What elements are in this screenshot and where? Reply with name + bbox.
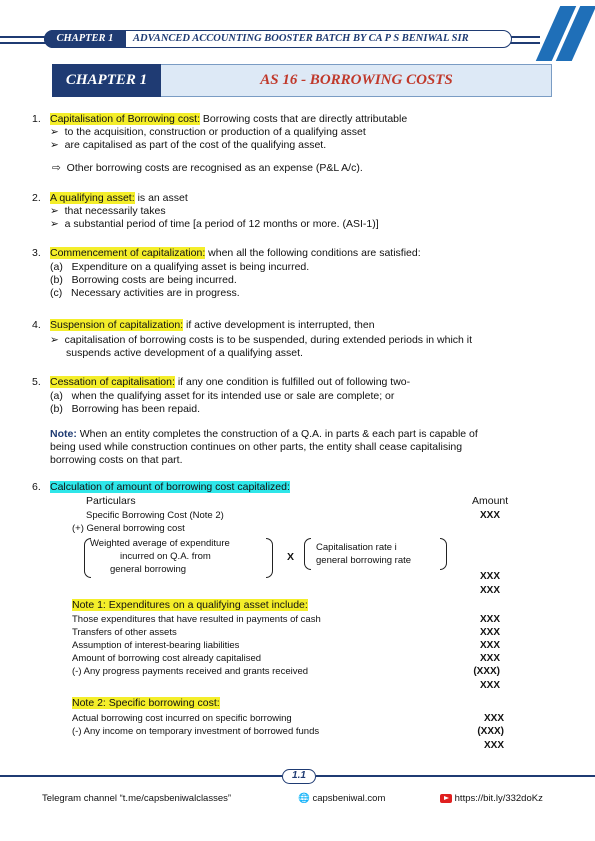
- section-5-note-line-2: being used while construction continues on other parts, the entity shall cease capitalising: [50, 441, 463, 453]
- section-5-note-line-1: Note: When an entity completes the construction of a Q.A. in parts & each part is capable of: [50, 428, 478, 440]
- weighted-line-2: incurred on Q.A. from: [120, 551, 211, 562]
- general-borrowing-row: (+) General borrowing cost: [72, 523, 185, 534]
- section-5-note-label: Note:: [50, 428, 77, 440]
- header-batch-title: ADVANCED ACCOUNTING BOOSTER BATCH BY CA P S BENIWAL SIR: [133, 33, 469, 44]
- note-1-item-5: (-) Any progress payments received and grants received: [72, 666, 309, 677]
- section-1-line: [50, 113, 407, 126]
- section-1-lead: Borrowing costs that are directly attributable: [202, 113, 408, 125]
- note-1-amount-1: XXX: [479, 614, 500, 625]
- section-4-line: [50, 319, 375, 332]
- section-3-lead: when all the following conditions are satisfied:: [208, 247, 421, 259]
- youtube-icon: [440, 794, 452, 803]
- section-5-line: [50, 376, 410, 389]
- section-4-bullet-1-cont: suspends active development of a qualifying asset.: [66, 347, 303, 359]
- section-1-bullet-1: ➢ to the acquisition, construction or production of a qualifying asset: [50, 126, 366, 138]
- section-5-number: 5.: [32, 376, 41, 388]
- section-4-lead: if active development is interrupted, then: [186, 319, 375, 331]
- footer-youtube[interactable]: https://bit.ly/332doKz: [440, 793, 543, 804]
- note-1-item-2: Transfers of other assets: [72, 627, 177, 638]
- chapter-number: CHAPTER 1: [52, 64, 161, 97]
- section-2-bullet-2: ➢ a substantial period of time [a period of 12 months or more. (ASI-1)]: [50, 218, 379, 230]
- section-1-bullet-2: ➢ are capitalised as part of the cost of the qualifying asset.: [50, 139, 327, 151]
- section-6-line: [50, 481, 290, 494]
- section-2-line: [50, 192, 188, 205]
- weighted-line-3: general borrowing: [110, 564, 187, 575]
- section-1-other-costs: ⇨ Other borrowing costs are recognised as an expense (P&L A/c).: [52, 162, 363, 174]
- multiply-sign: X: [287, 551, 295, 563]
- note-2-amount-total: XXX: [483, 740, 504, 751]
- section-5-lead: if any one condition is fulfilled out of following two-: [177, 376, 411, 388]
- weighted-right-brace: [266, 538, 273, 578]
- note-2-title: Note 2: Specific borrowing cost:: [72, 697, 220, 709]
- header-chapter-label: CHAPTER 1: [44, 30, 126, 48]
- section-5-heading: Cessation of capitalisation:: [50, 376, 175, 388]
- section-2-bullet-1: ➢ that necessarily takes: [50, 205, 166, 217]
- col-particulars-header: Particulars: [86, 495, 136, 507]
- section-6-number: 6.: [32, 481, 41, 493]
- rate-left-brace: [304, 538, 311, 570]
- total-borrowing-amount: XXX: [479, 585, 500, 596]
- section-1-heading: Capitalisation of Borrowing cost:: [50, 113, 200, 125]
- note-1-amount-5: (XXX): [473, 666, 500, 677]
- note-2-amount-2: (XXX): [477, 726, 504, 737]
- section-5-item-b: (b) Borrowing has been repaid.: [50, 403, 201, 415]
- rate-right-brace: [440, 538, 447, 570]
- footer-website[interactable]: 🌐 capsbeniwal.com: [298, 793, 386, 804]
- specific-borrowing-row: Specific Borrowing Cost (Note 2): [86, 510, 224, 521]
- chapter-title: AS 16 - BORROWING COSTS: [260, 72, 453, 88]
- footer-rule-right: [316, 775, 595, 777]
- weighted-line-1: Weighted average of expenditure: [90, 538, 230, 549]
- section-6-heading: Calculation of amount of borrowing cost capitalized:: [50, 481, 290, 493]
- note-1-amount-total: XXX: [479, 680, 500, 691]
- arrow-right-icon: ⇨: [52, 162, 61, 174]
- section-4-bullet-1: ➢ capitalisation of borrowing costs is to be suspended, during extended periods in which it: [50, 334, 473, 346]
- weighted-left-brace: [84, 538, 91, 578]
- cap-rate-line-1: Capitalisation rate i: [316, 542, 397, 553]
- section-3-number: 3.: [32, 247, 41, 259]
- section-5-note-line-3: borrowing costs on that part.: [50, 454, 183, 466]
- specific-borrowing-amount: XXX: [479, 510, 500, 521]
- note-1-title: Note 1: Expenditures on a qualifying asset include:: [72, 599, 308, 611]
- note-1-amount-3: XXX: [479, 640, 500, 651]
- globe-icon: 🌐: [298, 793, 310, 804]
- note-1-item-1: Those expenditures that have resulted in payments of cash: [72, 614, 321, 625]
- cap-rate-line-2: general borrowing rate: [316, 555, 412, 566]
- col-amount-header: Amount: [472, 495, 509, 507]
- section-3-item-b: (b) Borrowing costs are being incurred.: [50, 274, 237, 286]
- section-3-item-c: (c) Necessary activities are in progress.: [50, 287, 240, 299]
- section-1-number: 1.: [32, 113, 41, 125]
- note-2-item-1: Actual borrowing cost incurred on specific borrowing: [72, 713, 292, 724]
- note-1-item-4: Amount of borrowing cost already capitalised: [72, 653, 262, 664]
- note-1-amount-2: XXX: [479, 627, 500, 638]
- section-2-heading: A qualifying asset:: [50, 192, 135, 204]
- note-1-amount-4: XXX: [479, 653, 500, 664]
- section-2-number: 2.: [32, 192, 41, 204]
- section-2-lead: is an asset: [137, 192, 188, 204]
- general-borrowing-amount: XXX: [479, 571, 500, 582]
- note-1-item-3: Assumption of interest-bearing liabilities: [72, 640, 240, 651]
- section-3-line: [50, 247, 421, 260]
- footer-telegram[interactable]: Telegram channel “t.me/capsbeniwalclasses”: [42, 793, 232, 804]
- note-2-item-2: (-) Any income on temporary investment of borrowed funds: [72, 726, 320, 737]
- note-2-amount-1: XXX: [483, 713, 504, 724]
- section-4-number: 4.: [32, 319, 41, 331]
- section-3-item-a: (a) Expenditure on a qualifying asset is being incurred.: [50, 261, 310, 273]
- section-4-heading: Suspension of capitalization:: [50, 319, 184, 331]
- section-5-item-a: (a) when the qualifying asset for its intended use or sale are complete; or: [50, 390, 395, 402]
- section-3-heading: Commencement of capitalization:: [50, 247, 206, 259]
- page-number: 1.1: [282, 769, 316, 784]
- footer-rule-left: [0, 775, 282, 777]
